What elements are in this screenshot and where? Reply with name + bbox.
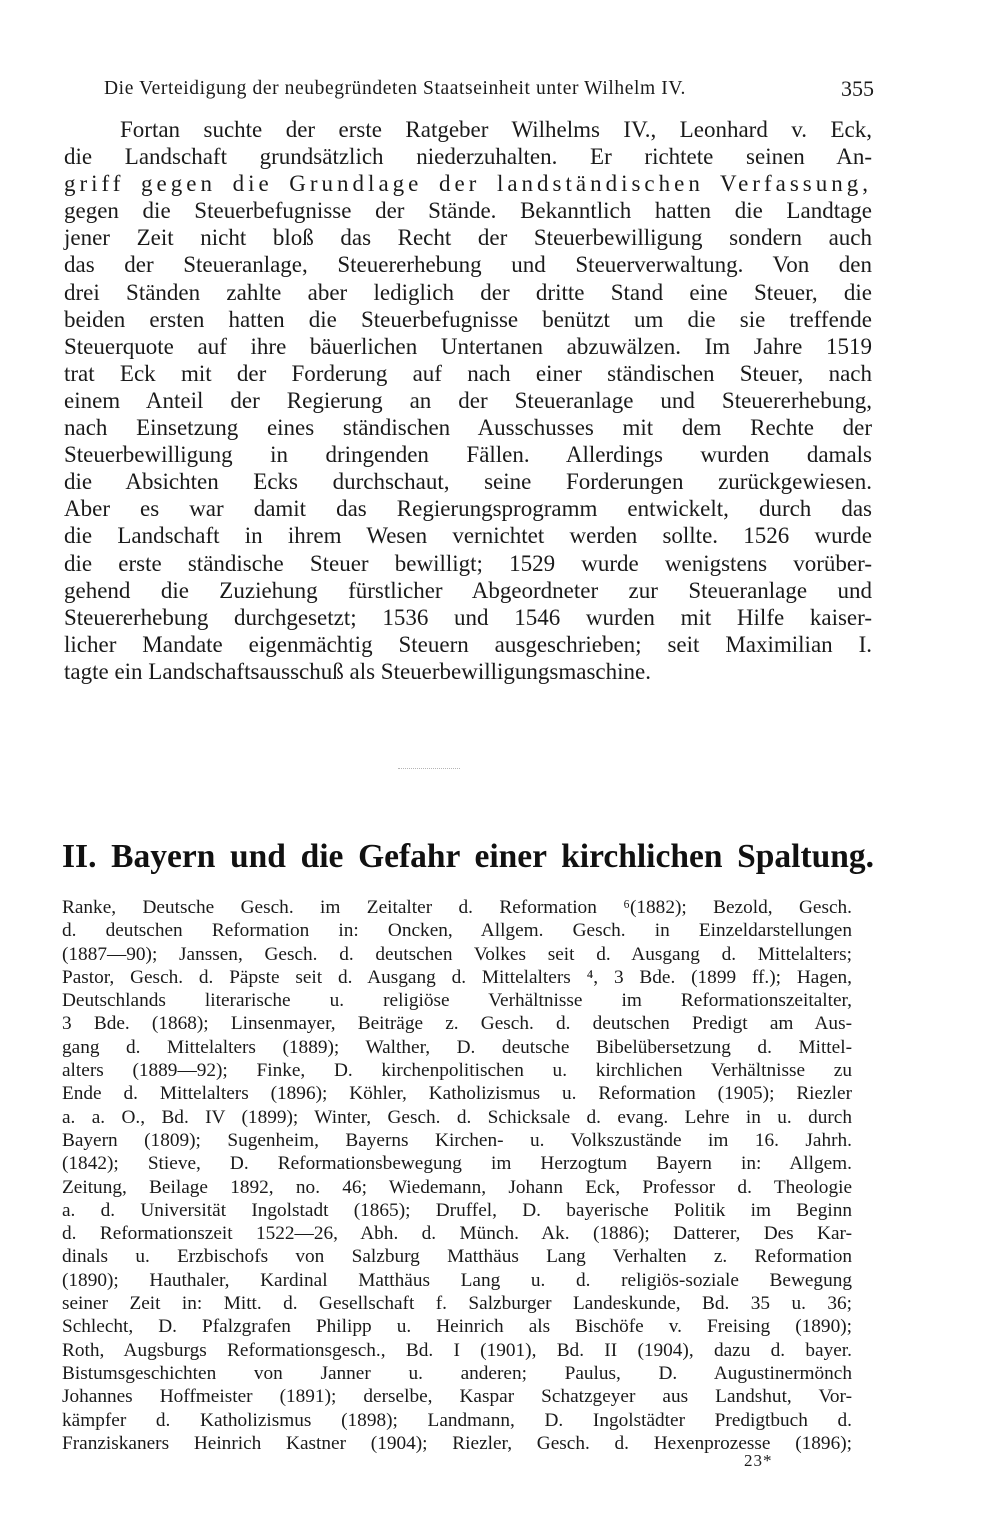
body-line: das der Steueranlage, Steuererhebung und Steuerverwaltung. Von den — [64, 252, 872, 278]
bibliography-line: a. a. O., Bd. IV (1899); Winter, Gesch. d. Schicksale d. evang. Lehre in u. durch — [62, 1106, 852, 1128]
body-line: die Absichten Ecks durchschaut, seine Forderungen zurückgewiesen. — [64, 469, 872, 495]
bibliography-line: Pastor, Gesch. d. Päpste seit d. Ausgang d. Mittelalters ⁴, 3 Bde. (1899 ff.); Hagen, — [62, 966, 852, 988]
bibliography-line: Bayern (1809); Sugenheim, Bayerns Kirchen- u. Volkszustände im 16. Jahrh. — [62, 1129, 852, 1151]
running-head — [104, 78, 874, 104]
body-line: die Landschaft grundsätzlich niederzuhalten. Er richtete seinen An- — [64, 144, 872, 170]
body-line: Fortan suchte der erste Ratgeber Wilhelms IV., Leonhard v. Eck, — [120, 117, 872, 142]
bibliography-line: Roth, Augsburgs Reformationsgesch., Bd. I (1901), Bd. II (1904), dazu d. bayer. — [62, 1339, 852, 1361]
bibliography-line: alters (1889—92); Finke, D. kirchenpolitischen u. kirchlichen Verhältnisse zu — [62, 1060, 852, 1082]
body-line: Aber es war damit das Regierungsprogramm entwickelt, durch das — [64, 496, 872, 522]
bibliography-line: Johannes Hoffmeister (1891); derselbe, Kaspar Schatzgeyer aus Landshut, Vor- — [62, 1386, 852, 1408]
bibliography-line: (1890); Hauthaler, Kardinal Matthäus Lang u. d. religiös-soziale Bewegung — [62, 1269, 852, 1291]
bibliography-line: gang d. Mittelalters (1889); Walther, D. deutsche Bibelübersetzung d. Mittel- — [62, 1036, 852, 1058]
body-line-emphasized: griff gegen die Grundlage der landständischen Verfassung, — [64, 171, 872, 197]
body-line: gehend die Zuziehung fürstlicher Abgeordneter zur Steueranlage und — [64, 577, 872, 603]
bibliography-line: (1887—90); Janssen, Gesch. d. deutschen Volkes seit d. Ausgang d. Mittelalters; — [62, 943, 852, 965]
bibliography-line: Deutschlands literarische u. religiöse Verhältnisse im Reformationszeitalter, — [62, 990, 852, 1012]
bibliography — [62, 896, 852, 1455]
body-line: die erste ständische Steuer bewilligt; 1529 wurde wenigstens vorüber- — [64, 550, 872, 576]
body-line: beiden ersten hatten die Steuerbefugnisse benützt um die sie treffende — [64, 306, 872, 332]
bibliography-line: Ende d. Mittelalters (1896); Köhler, Katholizismus u. Reformation (1905); Riezler — [62, 1083, 852, 1105]
body-line: Steuerquote auf ihre bäuerlichen Untertanen abzuwälzen. Im Jahre 1519 — [64, 333, 872, 359]
body-line: drei Ständen zahlte aber lediglich der dritte Stand eine Steuer, die — [64, 279, 872, 305]
bibliography-line: kämpfer d. Katholizismus (1898); Landmann, D. Ingolstädter Predigtbuch d. — [62, 1409, 852, 1431]
bibliography-line: Bistumsgeschichten von Janner u. anderen; Paulus, D. Augustinermönch — [62, 1362, 852, 1384]
body-line: nach Einsetzung eines ständischen Ausschusses mit dem Rechte der — [64, 415, 872, 441]
page-number: 355 — [841, 76, 874, 101]
body-line: tagte ein Landschaftsausschuß als Steuerbewilligungsmaschine. — [64, 658, 651, 684]
body-line: licher Mandate eigenmächtig Steuern ausgeschrieben; seit Maximilian I. — [64, 631, 872, 657]
bibliography-line: d. deutschen Reformation in: Oncken, Allgem. Gesch. in Einzeldarstellungen — [62, 920, 852, 942]
bibliography-line: a. d. Universität Ingolstadt (1865); Druffel, D. bayerische Politik im Beginn — [62, 1199, 852, 1221]
signature-mark: 23* — [744, 1451, 773, 1470]
bibliography-line: dinals u. Erzbischofs von Salzburg Matthäus Lang Verhalten z. Reformation — [62, 1246, 852, 1268]
bibliography-line: Schlecht, D. Pfalzgrafen Philipp u. Heinrich als Bischöfe v. Freising (1890); — [62, 1316, 852, 1338]
bibliography-line: Franziskaners Heinrich Kastner (1904); Riezler, Gesch. d. Hexenprozesse (1896); — [62, 1432, 852, 1454]
bibliography-line: (1842); Stieve, D. Reformationsbewegung im Herzogtum Bayern in: Allgem. — [62, 1153, 852, 1175]
body-line: jener Zeit nicht bloß das Recht der Steuerbewilligung sondern auch — [64, 225, 872, 251]
body-line: Steuerbewilligung in dringenden Fällen. Allerdings wurden damals — [64, 442, 872, 468]
body-line: trat Eck mit der Forderung auf nach einer ständischen Steuer, nach — [64, 360, 872, 386]
bibliography-line: seiner Zeit in: Mitt. d. Gesellschaft f. Salzburger Landeskunde, Bd. 35 u. 36; — [62, 1293, 852, 1315]
body-line: einem Anteil der Regierung an der Steueranlage und Steuererhebung, — [64, 387, 872, 413]
body-line: Steuererhebung durchgesetzt; 1536 und 1546 wurden mit Hilfe kaiser- — [64, 604, 872, 630]
bibliography-line: Ranke, Deutsche Gesch. im Zeitalter d. Reformation ⁶(1882); Bezold, Gesch. — [62, 897, 852, 918]
bibliography-line: Zeitung, Beilage 1892, no. 46; Wiedemann, Johann Eck, Professor d. Theologie — [62, 1176, 852, 1198]
section-divider — [398, 768, 460, 770]
body-line: gegen die Steuerbefugnisse der Stände. Bekanntlich hatten die Landtage — [64, 198, 872, 224]
body-line: die Landschaft in ihrem Wesen vernichtet werden sollte. 1526 wurde — [64, 523, 872, 549]
section-heading: II. Bayern und die Gefahr einer kirchlichen Spaltung. — [62, 838, 874, 875]
running-title: Die Verteidigung der neubegründeten Staatseinheit unter Wilhelm IV. — [104, 78, 687, 99]
bibliography-line: 3 Bde. (1868); Linsenmayer, Beiträge z. Gesch. d. deutschen Predigt am Aus- — [62, 1013, 852, 1035]
bibliography-line: d. Reformationszeit 1522—26, Abh. d. Münch. Ak. (1886); Datterer, Des Kar- — [62, 1223, 852, 1245]
body-paragraph — [64, 116, 872, 685]
